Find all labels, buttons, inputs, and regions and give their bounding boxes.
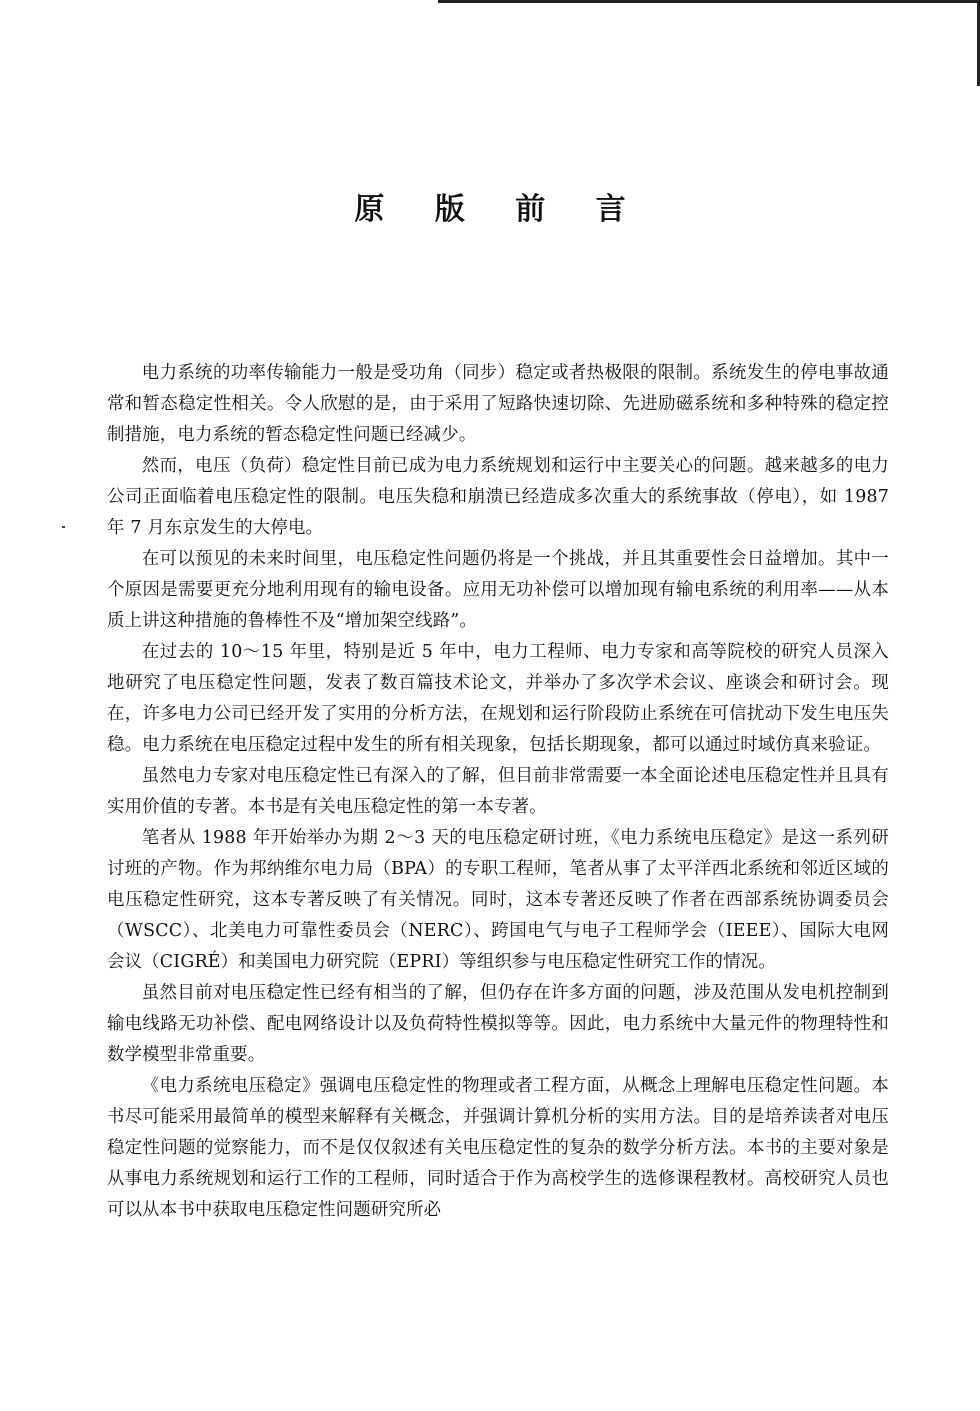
paragraph: 虽然电力专家对电压稳定性已有深入的了解，但目前非常需要一本全面论述电压稳定性并且具有实用价值的专著。本书是有关电压稳定性的第一本专著。 — [107, 766, 889, 817]
paragraph: 在过去的 10～15 年里，特别是近 5 年中，电力工程师、电力专家和高等院校的研究人员深入地研究了电压稳定性问题，发表了数百篇技术论文，并举办了多次学术会议、座谈会和研讨会。现在，许多电力公司已经开发了实用的分析方法，在规划和运行阶段防止系统在可信扰动下发生电压失稳。电力系统在电压稳定过程中发生的所有相关现象，包括长期现象，都可以通过时域仿真来验证。 — [107, 642, 889, 755]
paragraph: 《电力系统电压稳定》强调电压稳定性的物理或者工程方面，从概念上理解电压稳定性问题。本书尽可能采用最简单的模型来解释有关概念，并强调计算机分析的实用方法。目的是培养读者对电压稳定性问题的觉察能力，而不是仅仅叙述有关电压稳定性的复杂的数学分析方法。本书的主要对象是从事电力系统规划和运行工作的工程师，同时适合于作为高校学生的选修课程教材。高校研究人员也可以从本书中获取电压稳定性问题研究所必 — [107, 1076, 889, 1220]
paragraph: 电力系统的功率传输能力一般是受功角（同步）稳定或者热极限的限制。系统发生的停电事故通常和暂态稳定性相关。令人欣慰的是，由于采用了短路快速切除、先进励磁系统和多种特殊的稳定控制措施，电力系统的暂态稳定性问题已经减少。 — [107, 363, 889, 445]
paragraph: 在可以预见的未来时间里，电压稳定性问题仍将是一个挑战，并且其重要性会日益增加。其中一个原因是需要更充分地利用现有的输电设备。应用无功补偿可以增加现有输电系统的利用率——从本质上讲这种措施的鲁棒性不及“增加架空线路”。 — [107, 549, 889, 631]
paragraph: 然而，电压（负荷）稳定性目前已成为电力系统规划和运行中主要关心的问题。越来越多的电力公司正面临着电压稳定性的限制。电压失稳和崩溃已经造成多次重大的系统事故（停电），如 1987 年 7 月东京发生的大停电。 — [107, 456, 889, 538]
top-border-line — [438, 0, 980, 3]
paragraph: 笔者从 1988 年开始举办为期 2～3 天的电压稳定研讨班，《电力系统电压稳定》是这一系列研讨班的产物。作为邦纳维尔电力局（BPA）的专职工程师，笔者从事了太平洋西北系统和邻近区域的电压稳定性研究，这本专著反映了有关情况。同时，这本专著还反映了作者在西部系统协调委员会（WSCC）、北美电力可靠性委员会（NERC）、跨国电气与电子工程师学会（IEEE）、国际大电网会议（CIGRÉ）和美国电力研究院（EPRI）等组织参与电压稳定性研究工作的情况。 — [107, 828, 889, 972]
margin-mark — [62, 526, 65, 528]
paragraph: 虽然目前对电压稳定性已经有相当的了解，但仍存在许多方面的问题，涉及范围从发电机控制到输电线路无功补偿、配电网络设计以及负荷特性模拟等等。因此，电力系统中大量元件的物理特性和数学模型非常重要。 — [107, 983, 889, 1065]
page-title: 原 版 前 言 — [354, 192, 646, 227]
preface-body — [107, 358, 889, 1226]
